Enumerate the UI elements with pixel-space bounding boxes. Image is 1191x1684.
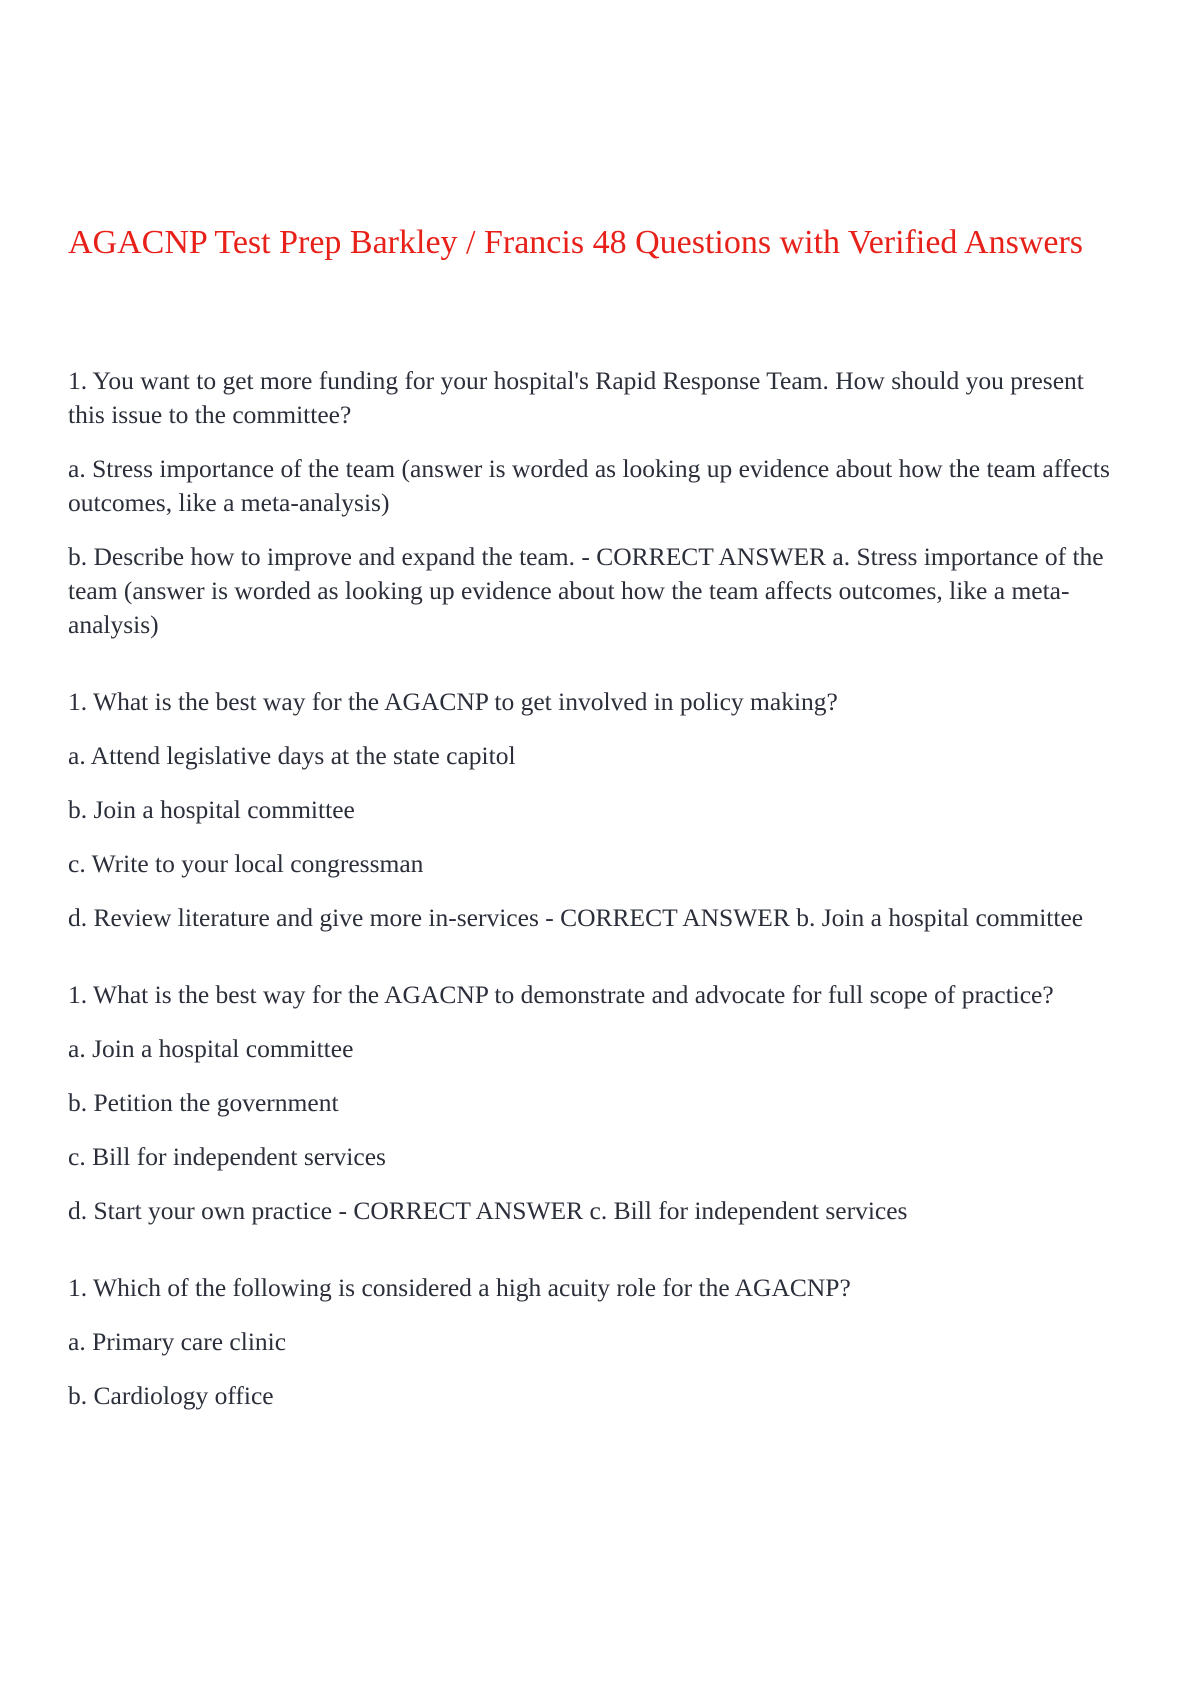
question-text: 1. What is the best way for the AGACNP to demonstrate and advocate for full scope of practice?	[68, 980, 1054, 1009]
answer-option: c. Write to your local congressman	[68, 849, 424, 878]
question-text: 1. Which of the following is considered a high acuity role for the AGACNP?	[68, 1273, 851, 1302]
answer-option: d. Start your own practice - CORRECT ANSWER c. Bill for independent services	[68, 1196, 908, 1225]
question-list	[68, 364, 1121, 1413]
document-title: AGACNP Test Prep Barkley / Francis 48 Questions with Verified Answers	[68, 224, 1084, 261]
answer-option: b. Petition the government	[68, 1088, 339, 1117]
answer-option: a. Primary care clinic	[68, 1327, 287, 1356]
answer-option: a. Join a hospital committee	[68, 1034, 354, 1063]
question-text: 1. You want to get more funding for your hospital's Rapid Response Team. How should you present this issue to the committee?	[68, 366, 1084, 429]
answer-option: a. Attend legislative days at the state capitol	[68, 741, 516, 770]
answer-option: b. Cardiology office	[68, 1381, 274, 1410]
answer-option: a. Stress importance of the team (answer is worded as looking up evidence about how the team affects outcomes, like a meta-analysis)	[68, 454, 1110, 517]
question-text: 1. What is the best way for the AGACNP to get involved in policy making?	[68, 687, 838, 716]
question-block	[68, 978, 1121, 1228]
answer-option: b. Describe how to improve and expand the team. - CORRECT ANSWER a. Stress importance of the team (answer is worded as looking up evidence about how the team affects outcomes, like a meta-analysis)	[68, 542, 1104, 639]
answer-option: d. Review literature and give more in-services - CORRECT ANSWER b. Join a hospital committee	[68, 903, 1084, 932]
answer-option: b. Join a hospital committee	[68, 795, 355, 824]
question-block	[68, 1271, 1121, 1413]
answer-option: c. Bill for independent services	[68, 1142, 386, 1171]
question-block	[68, 364, 1121, 642]
question-block	[68, 685, 1121, 935]
